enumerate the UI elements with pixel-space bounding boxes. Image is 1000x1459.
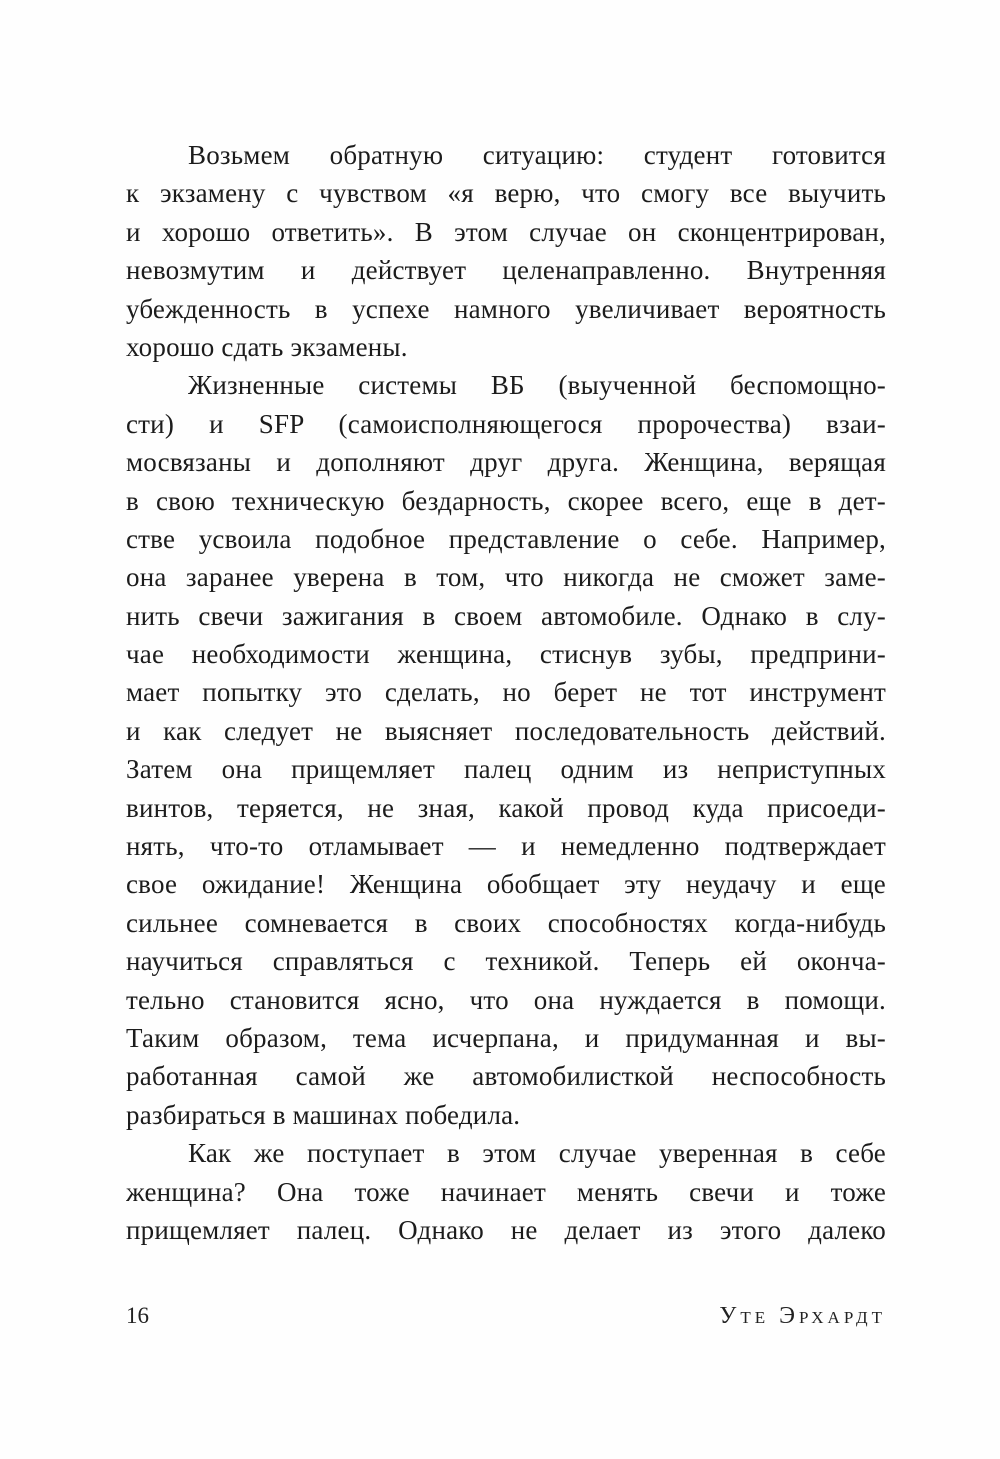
text-line: Жизненные системы ВБ (выученной беспомощно- <box>188 370 886 401</box>
text-line: нить свечи зажигания в своем автомобиле. Однако в слу- <box>126 600 886 631</box>
text-line: прищемляет палец. Однако не делает из этого далеко <box>126 1214 886 1245</box>
text-line: научиться справляться с техникой. Теперь ей оконча- <box>126 946 886 977</box>
text-line: чае необходимости женщина, стиснув зубы, предприни- <box>126 639 886 670</box>
text-line: и как следует не выясняет последовательность действий. <box>126 715 886 746</box>
running-title: Уте Эрхардт <box>719 1303 886 1329</box>
text-line: Таким образом, тема исчерпана, и придуманная и вы- <box>126 1022 886 1053</box>
text-line: Как же поступает в этом случае уверенная в себе <box>188 1138 886 1169</box>
text-line: разбираться в машинах победила. <box>126 1099 521 1130</box>
text-line: женщина? Она тоже начинает менять свечи и тоже <box>126 1176 886 1207</box>
text-line: она заранее уверена в том, что никогда не сможет заме- <box>126 562 886 593</box>
text-line: сильнее сомневается в своих способностях когда-нибудь <box>126 907 886 938</box>
text-line: стве усвоила подобное представление о себе. Например, <box>126 523 886 554</box>
text-line: винтов, теряется, не зная, какой провод куда присоеди- <box>126 792 886 823</box>
page-number: 16 <box>126 1303 149 1328</box>
text-line: свое ожидание! Женщина обобщает эту неудачу и еще <box>126 869 886 900</box>
text-line: нять, что-то отламывает — и немедленно подтверждает <box>126 831 886 862</box>
text-line: в свою техническую бездарность, скорее всего, еще в дет- <box>126 485 886 516</box>
text-line: тельно становится ясно, что она нуждается в помощи. <box>126 984 886 1015</box>
text-line: мает попытку это сделать, но берет не тот инструмент <box>126 677 886 708</box>
text-line: хорошо сдать экзамены. <box>126 331 408 362</box>
text-line: Затем она прищемляет палец одним из неприступных <box>126 754 886 785</box>
text-line: к экзамену с чувством «я верю, что смогу все выучить <box>126 178 886 209</box>
text-line: Возьмем обратную ситуацию: студент готовится <box>188 140 886 170</box>
page-footer <box>126 1303 886 1330</box>
body-text <box>126 136 886 1249</box>
text-line: невозмутим и действует целенаправленно. Внутренняя <box>126 255 886 286</box>
text-line: работанная самой же автомобилисткой неспособность <box>126 1061 886 1092</box>
text-line: и хорошо ответить». В этом случае он сконцентрирован, <box>126 216 886 247</box>
text-line: мосвязаны и дополняют друг друга. Женщина, верящая <box>126 447 886 478</box>
text-line: убежденность в успехе намного увеличивает вероятность <box>126 293 886 324</box>
text-line: сти) и SFP (самоисполняющегося пророчества) взаи- <box>126 408 886 439</box>
